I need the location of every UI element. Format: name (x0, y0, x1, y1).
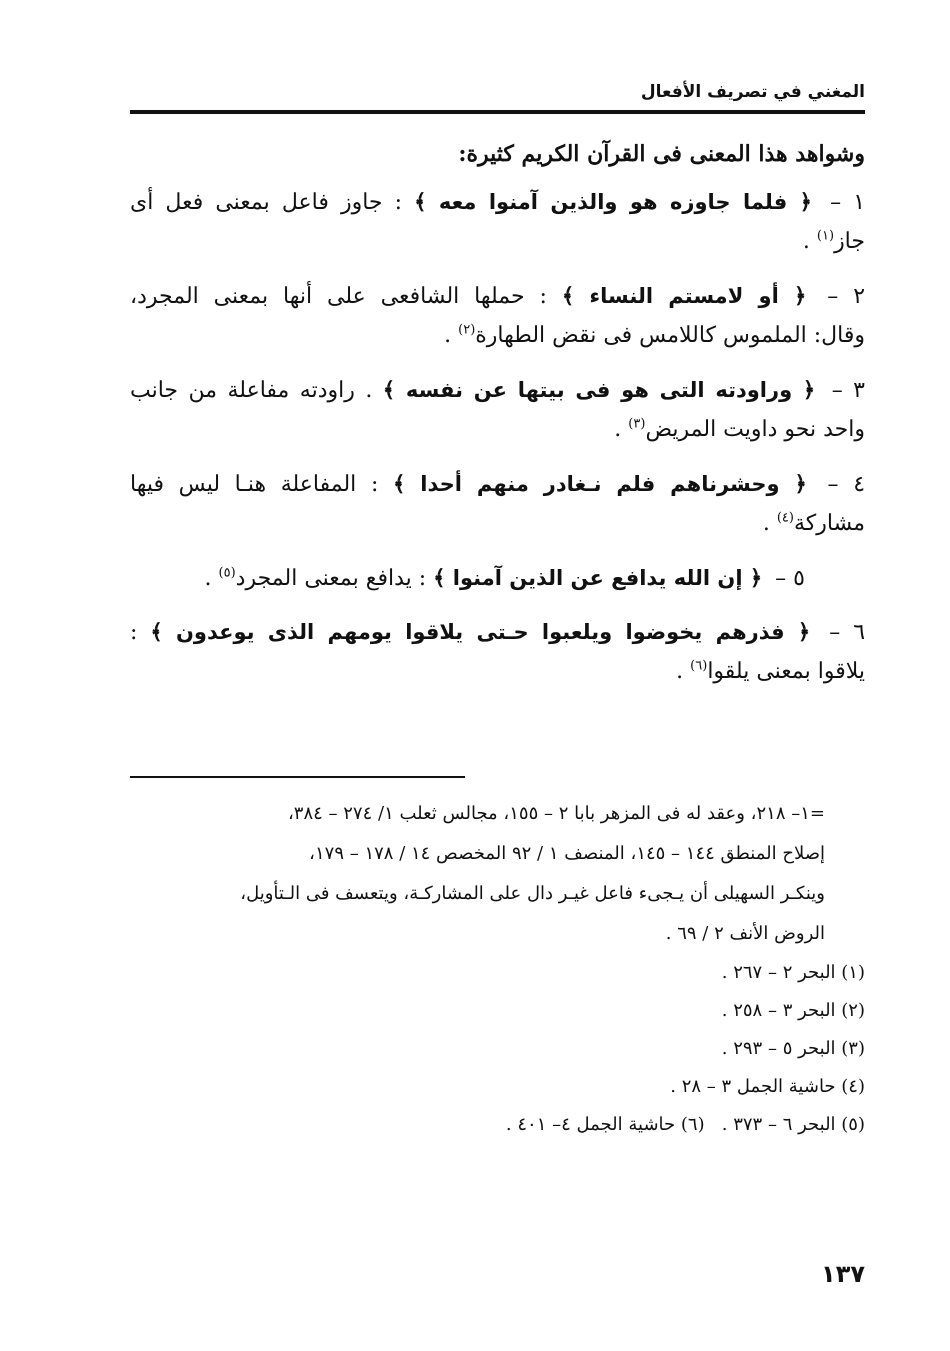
footnote-marker: (١) (816, 228, 835, 244)
example-text: : (130, 620, 138, 645)
header-rule (130, 110, 865, 114)
example-continuation: مشاركة (793, 511, 865, 536)
example-2 (130, 276, 865, 356)
example-number: ٦ – (829, 620, 866, 645)
example-3 (130, 370, 865, 450)
example-4 (130, 464, 865, 544)
footnote-rule (130, 776, 465, 778)
example-text: . راودته مفاعلة من جانب (130, 378, 373, 403)
example-5 (130, 558, 865, 598)
example-continuation: واحد نحو داويت المريض (645, 417, 865, 442)
quran-verse: ﴿ وراودته التى هو فى بيتها عن نفسه ﴾ (382, 378, 816, 402)
footnote-2: (٢) البحر ٣ – ٢٥٨ . (721, 1000, 865, 1021)
sentence-end: . (204, 566, 212, 591)
example-text: : جاوز فاعل بمعنى فعل أى (130, 190, 403, 215)
sentence-end: . (762, 511, 770, 536)
footnote-continuation (130, 794, 865, 954)
footnote-list (130, 954, 865, 1144)
footnote-3: (٣) البحر ٥ – ٢٩٣ . (721, 1038, 865, 1059)
footnote-continuation-line: إصلاح المنطق ١٤٤ – ١٤٥، المنصف ١ / ٩٢ المخصص ١٤ / ١٧٨ – ١٧٩، (309, 843, 825, 864)
footnote-5-6: (٥) البحر ٦ – ٣٧٣ . (٦) حاشية الجمل ٤– ٤٠١ . (505, 1114, 865, 1135)
footnote-continuation-line: الروض الأنف ٢ / ٦٩ . (665, 923, 825, 944)
footnote-marker: (٢) (458, 322, 476, 338)
example-continuation: جاز (834, 229, 865, 254)
example-6 (130, 612, 865, 692)
footnote-marker: (٣) (628, 416, 646, 432)
footnote-marker: (٤) (776, 510, 794, 526)
sentence-end: . (614, 417, 622, 442)
book-page (130, 60, 865, 1320)
example-number: ٥ – (775, 566, 805, 591)
quran-verse: ﴿ فذرهم يخوضوا ويلعبوا حـتى يلاقوا يومهم الذى يوعدون ﴾ (150, 620, 811, 644)
footnote-marker: (٥) (218, 565, 236, 581)
footnote-4: (٤) حاشية الجمل ٣ – ٢٨ . (670, 1076, 865, 1097)
example-1 (130, 182, 865, 262)
running-title: المغني في تصريف الأفعال (640, 82, 865, 102)
quran-verse: ﴿ إن الله يدافع عن الذين آمنوا ﴾ (433, 566, 763, 590)
example-text: : حملها الشافعى على أنها بمعنى المجرد، (130, 284, 547, 309)
example-continuation: يلاقوا بمعنى يلقوا (707, 659, 865, 684)
example-number: ٤ – (827, 472, 866, 497)
footnote-1: (١) البحر ٢ – ٢٦٧ . (721, 962, 865, 983)
footnotes (130, 794, 865, 1144)
quran-verse: ﴿ أو لامستم النساء ﴾ (561, 284, 807, 308)
example-text: : يدافع بمعنى المجرد (235, 566, 427, 591)
main-text (130, 126, 865, 692)
footnote-continuation-line: =١– ٢١٨، وعقد له فى المزهر بابا ٢ – ١٥٥، مجالس ثعلب ١/ ٢٧٤ – ٣٨٤، (287, 803, 825, 824)
sentence-end: . (676, 659, 684, 684)
example-number: ١ – (830, 190, 866, 215)
example-number: ٢ – (827, 284, 866, 309)
quran-verse: ﴿ وحشرناهم فلم نـغادر منهم أحدا ﴾ (393, 472, 807, 496)
quran-verse: ﴿ فلما جاوزه هو والذين آمنوا معه ﴾ (414, 190, 812, 214)
example-text: : المفاعلة هنـا ليس فيها (130, 472, 379, 497)
example-continuation: وقال: الملموس كاللامس فى نقض الطهارة (475, 323, 865, 348)
page-number: ١٣٧ (821, 1260, 865, 1288)
footnote-marker: (٦) (690, 658, 708, 674)
footnote-continuation-line: وينكـر السهيلى أن يـجىء فاعل غيـر دال على المشاركـة، ويتعسف فى الـتأويل، (240, 883, 825, 904)
sentence-end: . (802, 229, 810, 254)
example-number: ٣ – (831, 378, 865, 403)
intro-line: وشواهد هذا المعنى فى القرآن الكريم كثيرة: (458, 141, 865, 167)
sentence-end: . (444, 323, 452, 348)
